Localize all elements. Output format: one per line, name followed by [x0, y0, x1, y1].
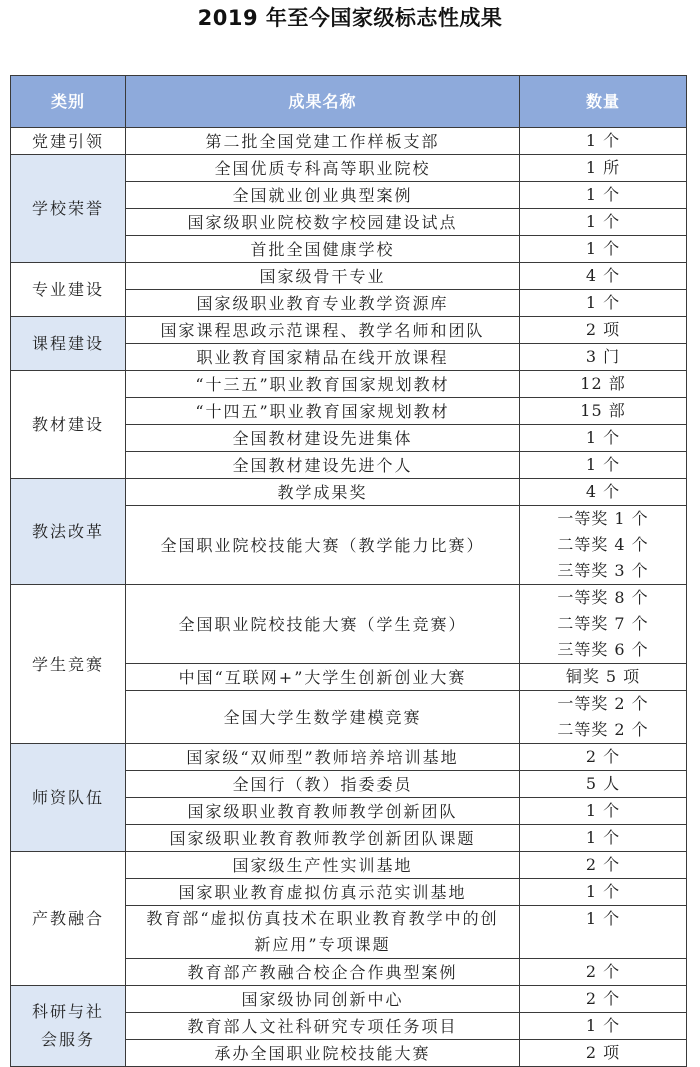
- category-cell: 专业建设: [11, 263, 126, 317]
- table-row: [11, 585, 687, 664]
- achievement-name-cell: 全国职业院校技能大赛（学生竞赛）: [126, 585, 520, 664]
- category-cell: 课程建设: [11, 317, 126, 371]
- quantity-cell: [520, 479, 687, 506]
- achievement-name-cell: 第二批全国党建工作样板支部: [126, 128, 520, 155]
- quantity-line: 1 个: [585, 909, 621, 928]
- achievement-name-cell: 首批全国健康学校: [126, 236, 520, 263]
- quantity-line: 2 个: [585, 962, 621, 981]
- category-cell: 教材建设: [11, 371, 126, 479]
- page-title: 2019 年至今国家级标志性成果: [197, 6, 503, 30]
- table-row: [11, 744, 687, 771]
- achievement-name-cell: 国家级骨干专业: [126, 263, 520, 290]
- achievement-name-cell: 全国优质专科高等职业院校: [126, 155, 520, 182]
- achievement-name-cell: 全国职业院校技能大赛（教学能力比赛）: [126, 506, 520, 585]
- achievement-name-cell: 教育部人文社科研究专项任务项目: [126, 1013, 520, 1040]
- category-cell: 学生竞赛: [11, 585, 126, 744]
- achievement-name-cell: 国家级职业教育教师教学创新团队: [126, 798, 520, 825]
- table-row: [11, 263, 687, 290]
- achievement-name-cell: “十三五”职业教育国家规划教材: [126, 371, 520, 398]
- quantity-cell: [520, 317, 687, 344]
- quantity-line: 4 个: [585, 482, 621, 501]
- quantity-line: 2 项: [585, 320, 621, 339]
- achievement-name-cell: 教育部“虚拟仿真技术在职业教育教学中的创新应用”专项课题: [126, 906, 520, 959]
- table-row: [11, 986, 687, 1013]
- quantity-cell: [520, 209, 687, 236]
- quantity-line: 15 部: [580, 401, 626, 420]
- quantity-cell: [520, 664, 687, 691]
- achievement-name-cell: 中国“互联网+”大学生创新创业大赛: [126, 664, 520, 691]
- table-row: [11, 479, 687, 506]
- achievement-name-cell: 国家级职业教育专业教学资源库: [126, 290, 520, 317]
- quantity-cell: [520, 452, 687, 479]
- achievement-name-cell: 国家课程思政示范课程、教学名师和团队: [126, 317, 520, 344]
- quantity-line: 12 部: [580, 374, 626, 393]
- quantity-cell: [520, 128, 687, 155]
- achievement-name-cell: 国家级职业教育教师教学创新团队课题: [126, 825, 520, 852]
- achievement-name-cell: 全国就业创业典型案例: [126, 182, 520, 209]
- header-category: 类别: [11, 76, 126, 128]
- quantity-line: 1 个: [585, 801, 621, 820]
- quantity-line: 1 所: [585, 158, 621, 177]
- achievement-name-cell: 国家级生产性实训基地: [126, 852, 520, 879]
- quantity-line: 1 个: [585, 212, 621, 231]
- quantity-line: 二等奖 7 个: [557, 614, 649, 633]
- quantity-cell: [520, 371, 687, 398]
- quantity-line: 2 项: [585, 1043, 621, 1062]
- quantity-cell: [520, 585, 687, 664]
- quantity-line: 铜奖 5 项: [565, 667, 641, 686]
- achievement-name-cell: 承办全国职业院校技能大赛: [126, 1040, 520, 1067]
- quantity-line: 4 个: [585, 266, 621, 285]
- quantity-line: 二等奖 2 个: [557, 720, 649, 739]
- quantity-cell: [520, 691, 687, 744]
- quantity-line: 1 个: [585, 239, 621, 258]
- table-row: [11, 155, 687, 182]
- table-row: [11, 317, 687, 344]
- achievement-name-cell: 国家级职业院校数字校园建设试点: [126, 209, 520, 236]
- quantity-cell: [520, 906, 687, 959]
- quantity-line: 2 个: [585, 989, 621, 1008]
- achievement-name-cell: 国家级协同创新中心: [126, 986, 520, 1013]
- quantity-line: 1 个: [585, 131, 621, 150]
- table-row: [11, 128, 687, 155]
- quantity-cell: [520, 263, 687, 290]
- quantity-cell: [520, 290, 687, 317]
- table-header-row: [11, 76, 687, 128]
- header-name: 成果名称: [126, 76, 520, 128]
- achievement-name-cell: 职业教育国家精品在线开放课程: [126, 344, 520, 371]
- quantity-line: 1 个: [585, 1016, 621, 1035]
- quantity-line: 1 个: [585, 828, 621, 847]
- quantity-cell: [520, 155, 687, 182]
- quantity-cell: [520, 182, 687, 209]
- quantity-cell: [520, 852, 687, 879]
- achievement-name-cell: 全国教材建设先进个人: [126, 452, 520, 479]
- quantity-cell: [520, 1013, 687, 1040]
- quantity-cell: [520, 771, 687, 798]
- quantity-line: 一等奖 2 个: [557, 694, 649, 713]
- achievement-name-cell: 教学成果奖: [126, 479, 520, 506]
- quantity-line: 1 个: [585, 428, 621, 447]
- quantity-line: 5 人: [585, 774, 621, 793]
- quantity-line: 二等奖 4 个: [557, 535, 649, 554]
- achievement-name-cell: 国家级“双师型”教师培养培训基地: [126, 744, 520, 771]
- table-row: [11, 371, 687, 398]
- quantity-line: 一等奖 1 个: [557, 509, 649, 528]
- quantity-cell: [520, 398, 687, 425]
- category-cell: 科研与社会服务: [11, 986, 126, 1067]
- quantity-line: 3 门: [585, 347, 621, 366]
- achievement-name-cell: 全国大学生数学建模竞赛: [126, 691, 520, 744]
- quantity-cell: [520, 1040, 687, 1067]
- category-cell: 学校荣誉: [11, 155, 126, 263]
- quantity-cell: [520, 986, 687, 1013]
- quantity-line: 1 个: [585, 455, 621, 474]
- quantity-line: 三等奖 3 个: [557, 561, 649, 580]
- achievement-name-cell: 教育部产教融合校企合作典型案例: [126, 959, 520, 986]
- header-quantity: 数量: [520, 76, 687, 128]
- quantity-cell: [520, 236, 687, 263]
- quantity-cell: [520, 825, 687, 852]
- table-body: [11, 128, 687, 1067]
- quantity-cell: [520, 344, 687, 371]
- quantity-line: 2 个: [585, 747, 621, 766]
- quantity-line: 三等奖 6 个: [557, 640, 649, 659]
- achievement-name-cell: “十四五”职业教育国家规划教材: [126, 398, 520, 425]
- quantity-line: 1 个: [585, 293, 621, 312]
- quantity-cell: [520, 879, 687, 906]
- category-cell: 师资队伍: [11, 744, 126, 852]
- quantity-cell: [520, 506, 687, 585]
- quantity-cell: [520, 798, 687, 825]
- category-cell: 教法改革: [11, 479, 126, 585]
- quantity-cell: [520, 744, 687, 771]
- quantity-line: 1 个: [585, 882, 621, 901]
- achievement-name-cell: 国家职业教育虚拟仿真示范实训基地: [126, 879, 520, 906]
- quantity-cell: [520, 425, 687, 452]
- table-row: [11, 852, 687, 879]
- achievements-table: [10, 75, 687, 1067]
- quantity-line: 一等奖 8 个: [557, 588, 649, 607]
- category-cell: 产教融合: [11, 852, 126, 986]
- category-cell: 党建引领: [11, 128, 126, 155]
- quantity-line: 1 个: [585, 185, 621, 204]
- quantity-cell: [520, 959, 687, 986]
- quantity-line: 2 个: [585, 855, 621, 874]
- achievement-name-cell: 全国教材建设先进集体: [126, 425, 520, 452]
- achievement-name-cell: 全国行（教）指委委员: [126, 771, 520, 798]
